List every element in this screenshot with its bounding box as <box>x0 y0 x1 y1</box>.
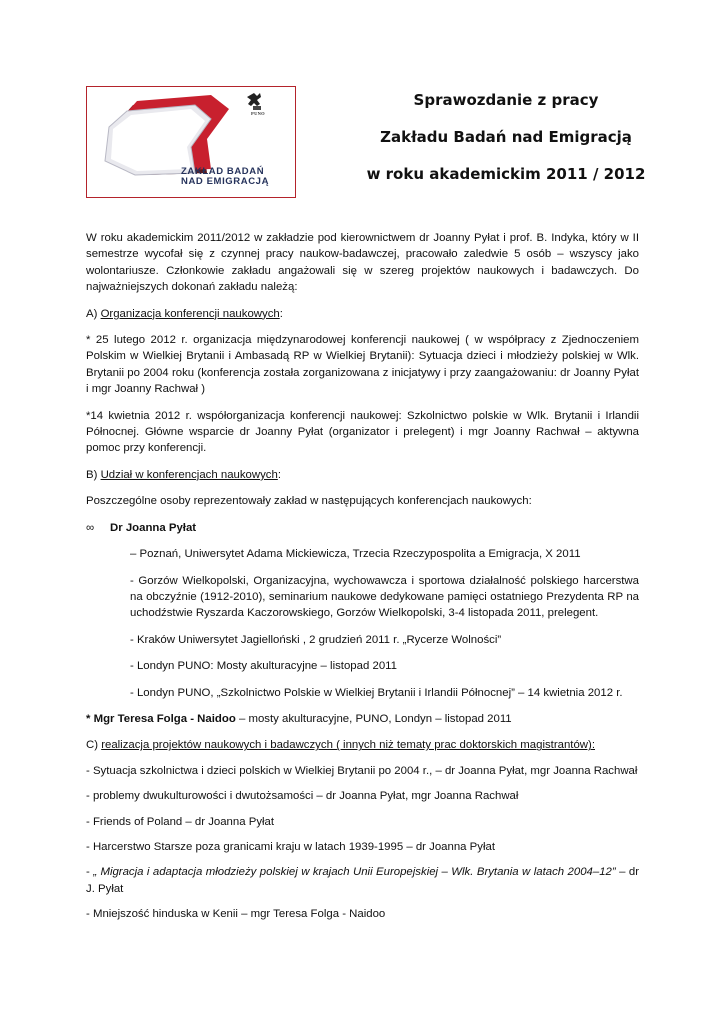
project-item-3: - Friends of Poland – dr Joanna Pyłat <box>86 815 275 828</box>
person2-line <box>86 711 639 727</box>
title-line2: Zakładu Badań nad Emigracją <box>380 128 632 146</box>
report-body <box>86 230 639 932</box>
person2-detail: – mosty akulturacyjne, PUNO, Londyn – listopad 2011 <box>235 712 512 725</box>
conference-entry-4: - Londyn PUNO: Mosty akulturacyjne – listopad 2011 <box>130 660 397 673</box>
project-item-6: - Mniejszość hinduska w Kenii – mgr Teresa Folga - Naidoo <box>86 908 386 921</box>
conference-entry-3: - Kraków Uniwersytet Jagielloński , 2 grudzień 2011 r. „Rycerze Wolności” <box>130 633 502 646</box>
project-item-5-prefix: - <box>86 866 94 879</box>
section-b-prefix: B) <box>86 468 101 481</box>
section-a-item1: * 25 lutego 2012 r. organizacja międzynarodowej konferencji naukowej ( w współpracy z Zjednoczeniem Polskim w Wielkiej Brytanii i Ambasadą RP w Wielkiej Brytanii): Sytuacja dzieci i młodzieży polskiej w Wlk. Brytanii po 2004 roku (konferencja została zorganizowana z inicjatywy i przy zaangażowaniu: dr Joanny Pyłat i mgr Joanny Rachwał ) <box>86 334 639 396</box>
conference-entry-5: - Londyn PUNO, „Szkolnictwo Polskie w Wielkiej Brytanii i Irlandii Północnej” – 14 kwietnia 2012 r. <box>130 686 623 699</box>
conference-entry-2: - Gorzów Wielkopolski, Organizacyjna, wychowawcza i sportowa działalność polskiego harcerstwa na obczyźnie (1912-2010), seminarium naukowe dedykowane pamięci ostatniego Prezydenta RP na uchodźstwie Ryszarda Kaczorowskiego, Gorzów Wielkopolski, 3-4 listopada 2011, prelegent. <box>130 574 639 620</box>
infinity-bullet-icon: ∞ <box>86 521 95 534</box>
person1-name: Dr Joanna Pyłat <box>110 521 197 534</box>
section-a-title: Organizacja konferencji naukowych <box>100 307 280 320</box>
report-title <box>300 90 712 201</box>
logo-caption-line2: NAD EMIGRACJĄ <box>181 176 270 187</box>
section-a-heading <box>86 306 639 322</box>
section-c-heading <box>86 737 639 753</box>
project-item-5 <box>86 864 639 897</box>
logo-caption-line1: ZAKŁAD BADAŃ <box>181 166 265 177</box>
section-b-lead: Poszczególne osoby reprezentowały zakład w następujących konferencjach naukowych: <box>86 495 532 508</box>
title-line1: Sprawozdanie z pracy <box>413 91 599 109</box>
project-item-5-title: „ Migracja i adaptacja młodzieży polskiej w krajach Unii Europejskiej – Wlk. Brytania w latach 2004–12” <box>93 866 616 879</box>
institute-logo <box>86 86 296 198</box>
eagle-crest-icon <box>247 93 261 110</box>
logo-caption <box>181 167 293 187</box>
title-line3: w roku akademickim 2011 / 2012 <box>366 165 646 183</box>
section-a-prefix: A) <box>86 307 101 320</box>
section-b-title: Udział w konferencjach naukowych <box>100 468 278 481</box>
person2-name: * Mgr Teresa Folga - Naidoo <box>86 712 236 725</box>
section-c-prefix: C) <box>86 739 102 752</box>
conference-entry-1: – Poznań, Uniwersytet Adama Mickiewicza, Trzecia Rzeczypospolita a Emigracja, X 2011 <box>130 548 581 561</box>
section-a-item2: *14 kwietnia 2012 r. współorganizacja konferencji naukowej: Szkolnictwo polskie w Wlk. Brytanii i Irlandii Północnej. Główne wsparcie dr Joanny Pyłat (organizator i prelegent) i mgr Joanny Rachwał – aktywna pomoc przy konferencji. <box>86 409 639 455</box>
crest-label: PUNO <box>251 111 265 116</box>
section-c-title: realizacja projektów naukowych i badawczych ( innych niż tematy prac doktorskich magistrantów): <box>101 739 595 752</box>
section-b-heading <box>86 467 639 483</box>
section-b-suffix: : <box>277 468 282 481</box>
intro-paragraph: W roku akademickim 2011/2012 w zakładzie pod kierownictwem dr Joanny Pyłat i prof. B. Indyka, który w II semestrze wycofał się z czynnej pracy naukow-badawczej, pracowało zaledwie 5 osób – wszyscy jako wolontariusze. Członkowie zakładu angażowali się w szereg projektów naukowych i badawczych. Do najważniejszych dokonań zakładu należą: <box>86 232 639 294</box>
project-item-4: - Harcerstwo Starsze poza granicami kraju w latach 1939-1995 – dr Joanna Pyłat <box>86 840 496 853</box>
section-a-suffix: : <box>279 307 283 320</box>
person1-bullet <box>86 520 639 536</box>
project-item-1: - Sytuacja szkolnictwa i dzieci polskich w Wielkiej Brytanii po 2004 r., – dr Joanna Pyłat, mgr Joanna Rachwał <box>86 764 638 777</box>
project-item-5-suffix: – dr J. Pyłat <box>86 866 639 895</box>
project-item-2: - problemy dwukulturowości i dwutożsamości – dr Joanna Pyłat, mgr Joanna Rachwał <box>86 790 519 803</box>
